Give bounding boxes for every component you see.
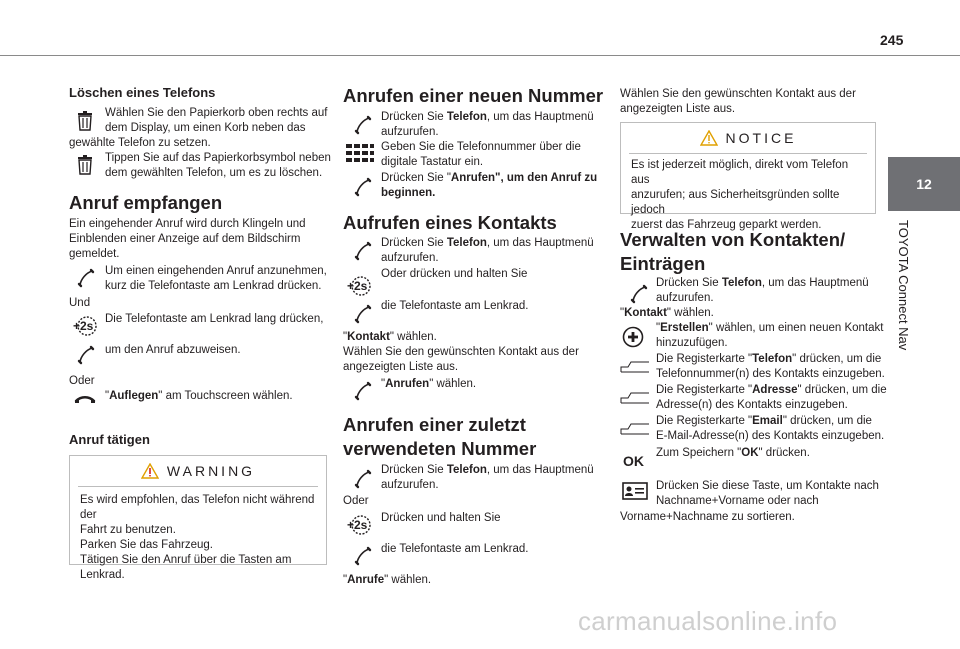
tab2-post: " drücken, um die Adresse(n) des Kontakts einzugeben. bbox=[656, 384, 887, 411]
add-circle-icon bbox=[622, 326, 644, 348]
delete-step-2: Tippen Sie auf das Papierkorbsymbol neben dem gewählten Telefon, um es zu löschen. bbox=[105, 152, 331, 179]
press-text: Drücken Sie bbox=[381, 111, 447, 123]
oder-text-middle: Oder bbox=[343, 495, 369, 507]
phone-icon-r1 bbox=[629, 284, 649, 304]
press-text-r: Drücken Sie bbox=[656, 277, 722, 289]
delete-step-1-cont: gewählte Telefon zu setzen. bbox=[69, 137, 211, 149]
contact-step-3: die Telefontaste am Lenkrad. bbox=[381, 300, 529, 312]
long-press-2s-icon-m2 bbox=[345, 513, 373, 537]
chapter-number-tab: 12 bbox=[888, 157, 960, 211]
phone-icon-m1 bbox=[353, 115, 373, 135]
recent-step-4 bbox=[343, 573, 431, 588]
menu-suffix-2: , um das Hauptmenü aufzurufen. bbox=[381, 237, 594, 264]
phone-icon-m5 bbox=[353, 381, 373, 401]
receive-step-3: um den Anruf abzuweisen. bbox=[105, 344, 241, 356]
new-step-3 bbox=[381, 171, 597, 201]
notice-header bbox=[621, 123, 875, 153]
create-bold: Erstellen bbox=[660, 322, 709, 334]
notice-box bbox=[620, 122, 876, 231]
svg-text:+2s: +2s bbox=[347, 518, 368, 532]
make-call-heading: Anruf tätigen bbox=[69, 432, 150, 447]
warning-box bbox=[69, 455, 327, 581]
manage-sort-cont: Vorname+Nachname zu sortieren. bbox=[620, 511, 795, 523]
recent-heading: Anrufen einer zuletzt verwendeten Nummer bbox=[343, 414, 537, 459]
manage-save bbox=[656, 446, 810, 461]
manage-kontakt bbox=[620, 306, 714, 321]
ok-label: OK bbox=[623, 453, 644, 469]
trash-icon-2 bbox=[74, 154, 96, 176]
chapter-title bbox=[893, 220, 911, 440]
contact-step-4 bbox=[343, 330, 579, 375]
warning-triangle-icon bbox=[141, 463, 159, 479]
menu-suffix: , um das Hauptmenü aufzurufen. bbox=[381, 111, 594, 138]
recent-step-1 bbox=[381, 463, 594, 493]
receive-step-2: Die Telefontaste am Lenkrad lang drücken, bbox=[105, 313, 324, 325]
keypad-icon bbox=[345, 143, 375, 163]
und-text: Und bbox=[69, 297, 91, 309]
recent-step-4-post: " wählen. bbox=[384, 574, 432, 586]
phone-icon-m4 bbox=[353, 304, 373, 324]
long-press-2s-icon bbox=[71, 314, 99, 338]
contact-step-4-post: " wählen. Wählen Sie den gewünschten Kontakt aus der angezeigten Liste aus. bbox=[343, 331, 579, 373]
phone-icon-m7 bbox=[353, 546, 373, 566]
manage-tab-email bbox=[656, 414, 884, 444]
header-rule bbox=[0, 55, 960, 56]
hangup-pre: " bbox=[105, 390, 110, 402]
contact-heading: Aufrufen eines Kontakts bbox=[343, 212, 557, 233]
notice-title: NOTICE bbox=[725, 129, 797, 146]
watermark: carmanualsonline.info bbox=[578, 606, 838, 636]
tab3-pre: Die Registerkarte " bbox=[656, 415, 753, 427]
contact-step-5-post: " wählen. bbox=[429, 378, 477, 390]
manage-create bbox=[656, 321, 883, 351]
tab3-bold: Email bbox=[752, 415, 783, 427]
tab2-pre: Die Registerkarte " bbox=[656, 384, 753, 396]
hangup-post: " am Touchscreen wählen. bbox=[158, 390, 293, 402]
tab1-post: " drücken, um die Telefonnummer(n) des Kontakts einzugeben. bbox=[656, 353, 885, 380]
oder-text-left: Oder bbox=[69, 375, 95, 387]
new-step-1 bbox=[381, 110, 594, 140]
tab1-pre: Die Registerkarte " bbox=[656, 353, 753, 365]
kontakt-bold: Kontakt bbox=[624, 307, 667, 319]
phone-icon-m3 bbox=[353, 241, 373, 261]
notice-triangle-icon bbox=[700, 130, 718, 146]
warning-body: Es wird empfohlen, das Telefon nicht während der Fahrt zu benutzen. Parken Sie das Fahrzeug. Tätigen Sie den Anruf über die Tasten am Lenkrad. bbox=[80, 494, 315, 581]
contact-step-2: Oder drücken und halten Sie bbox=[381, 268, 528, 280]
chapter-title-text: TOYOTA Connect Nav bbox=[896, 220, 911, 351]
tab-icon-3 bbox=[620, 423, 650, 435]
svg-text:+2s: +2s bbox=[347, 279, 368, 293]
delete-phone-heading: Löschen eines Telefons bbox=[69, 85, 216, 100]
receive-call-heading: Anruf empfangen bbox=[69, 192, 223, 213]
kontakt-pre: " bbox=[620, 307, 625, 319]
trash-icon bbox=[74, 110, 96, 132]
tab-icon-2 bbox=[620, 392, 650, 404]
phone-pickup-icon bbox=[76, 268, 96, 288]
warning-title: WARNING bbox=[166, 462, 256, 479]
menu-suffix-3: , um das Hauptmenü aufzurufen. bbox=[381, 464, 594, 491]
telefon-bold-2: Telefon bbox=[446, 237, 487, 249]
long-press-2s-icon-m1 bbox=[345, 274, 373, 298]
save-pre: Zum Speichern " bbox=[656, 447, 742, 459]
phone-icon-m2 bbox=[353, 177, 373, 197]
telefon-bold-3: Telefon bbox=[446, 464, 487, 476]
hangup-bold: Auflegen bbox=[109, 390, 159, 402]
notice-body: Es ist jederzeit möglich, direkt vom Telefon aus anzurufen; aus Sicherheitsgründen sollte jedoch zuerst das Fahrzeug geparkt werden. bbox=[631, 159, 849, 231]
create-post: " wählen, um einen neuen Kontakt hinzuzufügen. bbox=[656, 322, 884, 349]
tab2-bold: Adresse bbox=[752, 384, 798, 396]
svg-text:+2s: +2s bbox=[73, 319, 94, 333]
phone-icon bbox=[76, 345, 96, 365]
recent-step-2: Drücken und halten Sie bbox=[381, 512, 501, 524]
tab3-post: " drücken, um die E-Mail-Adresse(n) des Kontakts einzugeben. bbox=[656, 415, 885, 442]
new-step-3-pre: Drücken Sie " bbox=[381, 172, 451, 184]
tab-icon-1 bbox=[620, 361, 650, 373]
hang-up-icon bbox=[74, 392, 96, 408]
recent-step-4-bold: Anrufe bbox=[347, 574, 385, 586]
press-text-2: Drücken Sie bbox=[381, 237, 447, 249]
right-intro: Wählen Sie den gewünschten Kontakt aus der angezeigten Liste aus. bbox=[620, 88, 856, 115]
contact-step-5-pre: " bbox=[381, 378, 386, 390]
save-post: " drücken. bbox=[758, 447, 810, 459]
manage-contacts-heading: Verwalten von Kontakten/ Einträgen bbox=[620, 229, 846, 274]
save-bold: OK bbox=[741, 447, 759, 459]
recent-step-4-pre: " bbox=[343, 574, 348, 586]
manage-step-1 bbox=[656, 276, 869, 306]
phone-icon-m6 bbox=[353, 469, 373, 489]
delete-step-1: Wählen Sie den Papierkorb oben rechts auf dem Display, um einen Korb neben das bbox=[105, 107, 328, 134]
new-step-3-bold: Anrufen", um den Anruf zu beginnen. bbox=[381, 172, 598, 199]
sort-contacts-icon bbox=[622, 482, 648, 500]
contact-step-1 bbox=[381, 236, 594, 266]
contact-step-4-pre: " bbox=[343, 331, 348, 343]
receive-step-1: Um einen eingehenden Anruf anzunehmen, kurz die Telefontaste am Lenkrad drücken. bbox=[105, 265, 327, 292]
hangup-step bbox=[105, 389, 293, 404]
press-text-3: Drücken Sie bbox=[381, 464, 447, 476]
telefon-bold: Telefon bbox=[446, 111, 487, 123]
menu-suffix-r: , um das Hauptmenü aufzurufen. bbox=[656, 277, 869, 304]
contact-step-5 bbox=[381, 377, 476, 392]
manage-tab-telefon bbox=[656, 352, 885, 382]
warning-header bbox=[70, 456, 326, 486]
tab1-bold: Telefon bbox=[752, 353, 793, 365]
contact-step-4-bold: Kontakt bbox=[347, 331, 390, 343]
new-step-2: Geben Sie die Telefonnummer über die digitale Tastatur ein. bbox=[381, 141, 581, 168]
new-number-heading: Anrufen einer neuen Nummer bbox=[343, 85, 604, 106]
recent-step-3: die Telefontaste am Lenkrad. bbox=[381, 543, 529, 555]
telefon-bold-r: Telefon bbox=[721, 277, 762, 289]
manage-sort: Drücken Sie diese Taste, um Kontakte nach Nachname+Vorname oder nach bbox=[656, 480, 879, 507]
page-number: 245 bbox=[880, 32, 904, 48]
kontakt-post: " wählen. bbox=[666, 307, 714, 319]
manage-tab-adresse bbox=[656, 383, 887, 413]
contact-step-5-bold: Anrufen bbox=[385, 378, 430, 390]
create-pre: " bbox=[656, 322, 661, 334]
receive-intro: Ein eingehender Anruf wird durch Klingeln und Einblenden einer Anzeige auf dem Bildschirm gemeldet. bbox=[69, 218, 306, 260]
